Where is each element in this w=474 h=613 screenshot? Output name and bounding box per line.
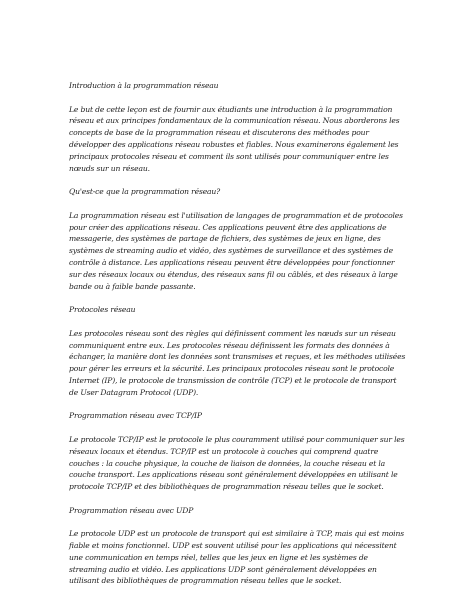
- section-heading: Programmation réseau avec TCP/IP: [69, 411, 202, 421]
- section-protocols: [69, 304, 407, 398]
- section-paragraph: Le but de cette leçon est de fournir aux étudiants une introduction à la programmation réseau et aux principes fondamentaux de la communication réseau. Nous aborderons les concepts de base de la programmation réseau et discuterons des méthodes pour développer des applications réseau robustes et fiables. Nous examinerons également les principaux protocoles réseau et comment ils sont utilisés pour communiquer entre les nœuds sur un réseau.: [69, 104, 400, 173]
- section-heading: Introduction à la programmation réseau: [69, 81, 219, 90]
- section-udp: [69, 505, 407, 588]
- section-tcp-ip: [69, 410, 407, 493]
- section-definition: [69, 186, 407, 292]
- section-paragraph: Les protocoles réseau sont des règles qui définissent comment les nœuds sur un réseau communiquent entre eux. Les protocoles réseau définissent les formats des données à échanger, la manière dont les données sont transmises et reçues, et les méthodes utilisées pour gérer les erreurs et la sécurité. Les principaux protocoles réseau sont le protocole Internet (IP), le protocole de transmission de contrôle (TCP) et le protocole de transport de User Datagram Protocol (UDP).: [69, 328, 406, 397]
- section-paragraph: Le protocole TCP/IP est le protocole le plus couramment utilisé pour communiquer sur les réseaux locaux et étendus. TCP/IP est un protocole à couches qui comprend quatre couches : la couche physique, la couche de liaison de données, la couche réseau et la couche transport. Les applications réseau sont généralement développées en utilisant le protocole TCP/IP et des bibliothèques de programmation réseau telles que le socket.: [69, 434, 405, 492]
- section-paragraph: La programmation réseau est l'utilisation de langages de programmation et de protocoles pour créer des applications réseau. Ces applications peuvent être des applications de messagerie, des systèmes de partage de fichiers, des systèmes de jeux en ligne, des systèmes de streaming audio et vidéo, des systèmes de surveillance et des systèmes de contrôle à distance. Les applications réseau peuvent être développées pour fonctionner sur des réseaux locaux ou étendus, des réseaux sans fil ou câblés, et des réseaux à large bande ou à faible bande passante.: [69, 210, 403, 291]
- section-heading: Programmation réseau avec UDP: [69, 505, 194, 515]
- section-heading: Qu'est-ce que la programmation réseau?: [69, 187, 221, 197]
- section-heading: Protocoles réseau: [69, 305, 136, 315]
- document-body: [69, 80, 407, 599]
- section-paragraph: Le protocole UDP est un protocole de transport qui est similaire à TCP, mais qui est moins fiable et moins fonctionnel. UDP est souvent utilisé pour les applications qui nécessitent une communication en temps réel, telles que les jeux en ligne et les systèmes de streaming audio et vidéo. Les applications UDP sont généralement développées en utilisant des bibliothèques de programmation réseau telles que le socket.: [69, 529, 404, 586]
- section-introduction: [69, 80, 407, 174]
